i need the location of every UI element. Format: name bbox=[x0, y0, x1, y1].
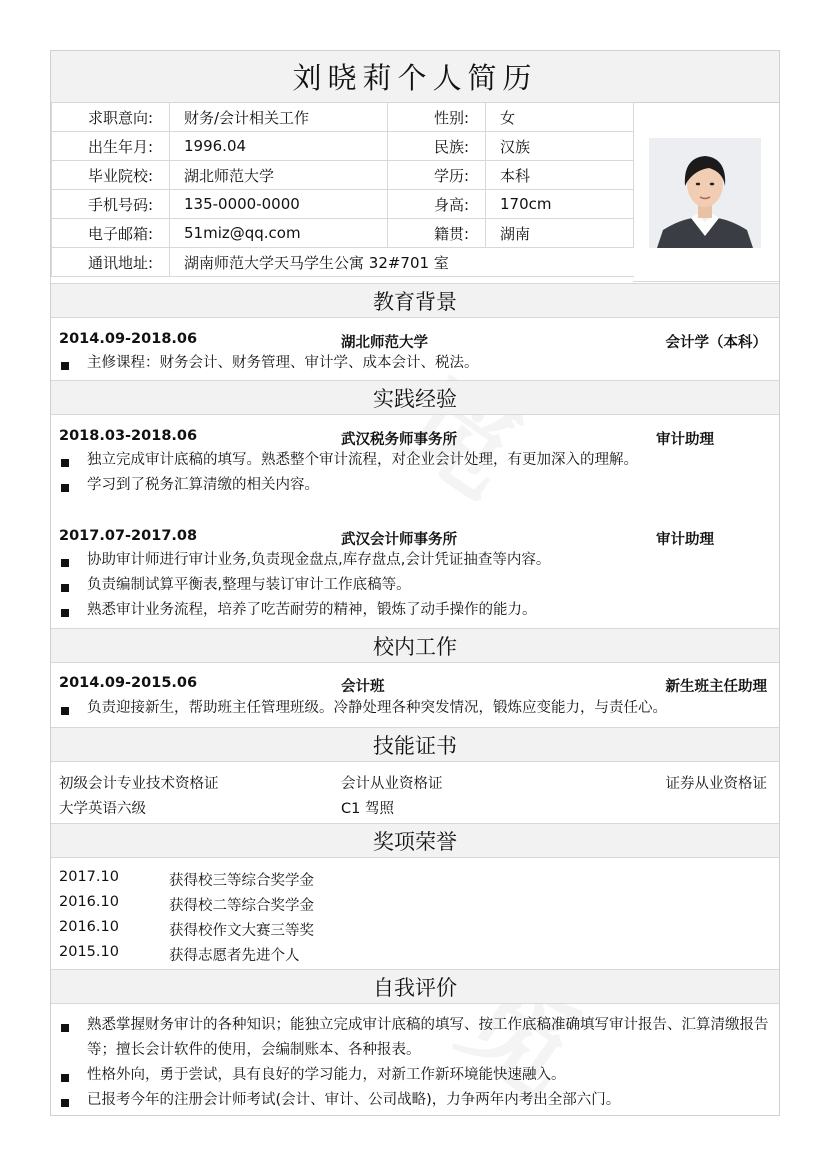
info-value: 135-0000-0000 bbox=[170, 190, 388, 219]
info-value: 湖南 bbox=[486, 219, 634, 248]
bullet-icon bbox=[61, 1074, 69, 1082]
bullet-icon bbox=[61, 362, 69, 370]
list-item-text: 已报考今年的注册会计师考试(会计、审计、公司战略)，力争两年内考出全部六门。 bbox=[87, 1092, 621, 1108]
info-value: 51miz@qq.com bbox=[170, 219, 388, 248]
profile-photo bbox=[649, 138, 761, 248]
bullet-icon bbox=[61, 584, 69, 592]
job-role: 审计助理 bbox=[656, 532, 714, 548]
award-text: 获得校二等综合奖学金 bbox=[169, 898, 314, 914]
bullet-icon bbox=[61, 1024, 69, 1032]
award-year: 2017.10 bbox=[59, 869, 119, 885]
info-row bbox=[52, 161, 634, 190]
address-label: 通讯地址: bbox=[52, 248, 170, 277]
photo-cell bbox=[633, 102, 779, 282]
portrait-illustration bbox=[649, 138, 761, 248]
job-date: 2018.03-2018.06 bbox=[59, 428, 198, 444]
bullet-icon bbox=[61, 1099, 69, 1107]
campus-org: 会计班 bbox=[341, 679, 385, 695]
education-date: 2014.09-2018.06 bbox=[59, 331, 198, 347]
award-year: 2016.10 bbox=[59, 894, 119, 910]
job-org: 武汉会计师事务所 bbox=[341, 532, 457, 548]
skill-cert: 大学英语六级 bbox=[59, 801, 146, 817]
section-heading-campus: 校内工作 bbox=[51, 628, 779, 663]
list-item-text: 性格外向，勇于尝试，具有良好的学习能力，对新工作新环境能快速融入。 bbox=[87, 1067, 566, 1083]
list-item bbox=[59, 1018, 771, 1068]
job-role: 审计助理 bbox=[656, 432, 714, 448]
address-value: 湖南师范大学天马学生公寓 32#701 室 bbox=[170, 248, 634, 277]
section-heading-education: 教育背景 bbox=[51, 283, 779, 318]
resume-title: 刘晓莉个人简历 bbox=[51, 51, 779, 103]
info-value: 1996.04 bbox=[170, 132, 388, 161]
job-org: 武汉税务师事务所 bbox=[341, 432, 457, 448]
skill-cert: 初级会计专业技术资格证 bbox=[59, 776, 219, 792]
info-row bbox=[52, 103, 634, 132]
list-item-text: 协助审计师进行审计业务,负责现金盘点,库存盘点,会计凭证抽查等内容。 bbox=[87, 552, 551, 568]
info-label: 毕业院校: bbox=[52, 161, 170, 190]
bullet-icon bbox=[61, 484, 69, 492]
section-heading-skills: 技能证书 bbox=[51, 727, 779, 762]
education-courses: 主修课程：财务会计、财务管理、审计学、成本会计、税法。 bbox=[87, 355, 479, 371]
bullet-icon bbox=[61, 609, 69, 617]
award-year: 2016.10 bbox=[59, 919, 119, 935]
info-value: 本科 bbox=[486, 161, 634, 190]
info-row bbox=[52, 132, 634, 161]
info-value: 汉族 bbox=[486, 132, 634, 161]
list-item-text: 负责迎接新生，帮助班主任管理班级。冷静处理各种突发情况，锻炼应变能力，与责任心。 bbox=[87, 700, 667, 716]
education-major: 会计学（本科） bbox=[665, 335, 767, 351]
info-label: 电子邮箱: bbox=[52, 219, 170, 248]
education-school: 湖北师范大学 bbox=[341, 335, 428, 351]
section-heading-practice: 实践经验 bbox=[51, 380, 779, 415]
info-label: 籍贯: bbox=[388, 219, 486, 248]
resume bbox=[50, 50, 780, 1116]
list-item-text: 熟悉审计业务流程，培养了吃苦耐劳的精神，锻炼了动手操作的能力。 bbox=[87, 602, 537, 618]
list-item-text: 独立完成审计底稿的填写。熟悉整个审计流程，对企业会计处理，有更加深入的理解。 bbox=[87, 452, 638, 468]
list-item-text: 熟悉掌握财务审计的各种知识；能独立完成审计底稿的填写、按工作底稿准确填写审计报告、汇算清缴报告等；擅长会计软件的使用，会编制账本、各种报表。 bbox=[87, 1017, 769, 1058]
bullet-icon bbox=[61, 459, 69, 467]
info-label: 手机号码: bbox=[52, 190, 170, 219]
campus-date: 2014.09-2015.06 bbox=[59, 675, 198, 691]
bullet-icon bbox=[61, 559, 69, 567]
section-heading-awards: 奖项荣誉 bbox=[51, 823, 779, 858]
campus-role: 新生班主任助理 bbox=[665, 679, 767, 695]
skill-cert: 证券从业资格证 bbox=[665, 776, 767, 792]
award-text: 获得校三等综合奖学金 bbox=[169, 873, 314, 889]
info-value: 湖北师范大学 bbox=[170, 161, 388, 190]
bullet-icon bbox=[61, 707, 69, 715]
award-year: 2015.10 bbox=[59, 944, 119, 960]
info-label: 身高: bbox=[388, 190, 486, 219]
skill-cert: 会计从业资格证 bbox=[341, 776, 443, 792]
info-value: 170cm bbox=[486, 190, 634, 219]
info-row bbox=[52, 219, 634, 248]
info-label: 求职意向: bbox=[52, 103, 170, 132]
list-item-text: 负责编制试算平衡表,整理与装订审计工作底稿等。 bbox=[87, 577, 411, 593]
info-row-address bbox=[52, 248, 634, 277]
info-value: 财务/会计相关工作 bbox=[170, 103, 388, 132]
job-date: 2017.07-2017.08 bbox=[59, 528, 198, 544]
award-text: 获得志愿者先进个人 bbox=[169, 948, 300, 964]
info-label: 性别: bbox=[388, 103, 486, 132]
award-text: 获得校作文大赛三等奖 bbox=[169, 923, 314, 939]
info-value: 女 bbox=[486, 103, 634, 132]
info-row bbox=[52, 190, 634, 219]
info-label: 学历: bbox=[388, 161, 486, 190]
skill-cert: C1 驾照 bbox=[341, 801, 394, 817]
basic-info-table bbox=[51, 102, 634, 277]
section-heading-self: 自我评价 bbox=[51, 969, 779, 1004]
list-item-text: 学习到了税务汇算清缴的相关内容。 bbox=[87, 477, 319, 493]
info-label: 民族: bbox=[388, 132, 486, 161]
info-label: 出生年月: bbox=[52, 132, 170, 161]
